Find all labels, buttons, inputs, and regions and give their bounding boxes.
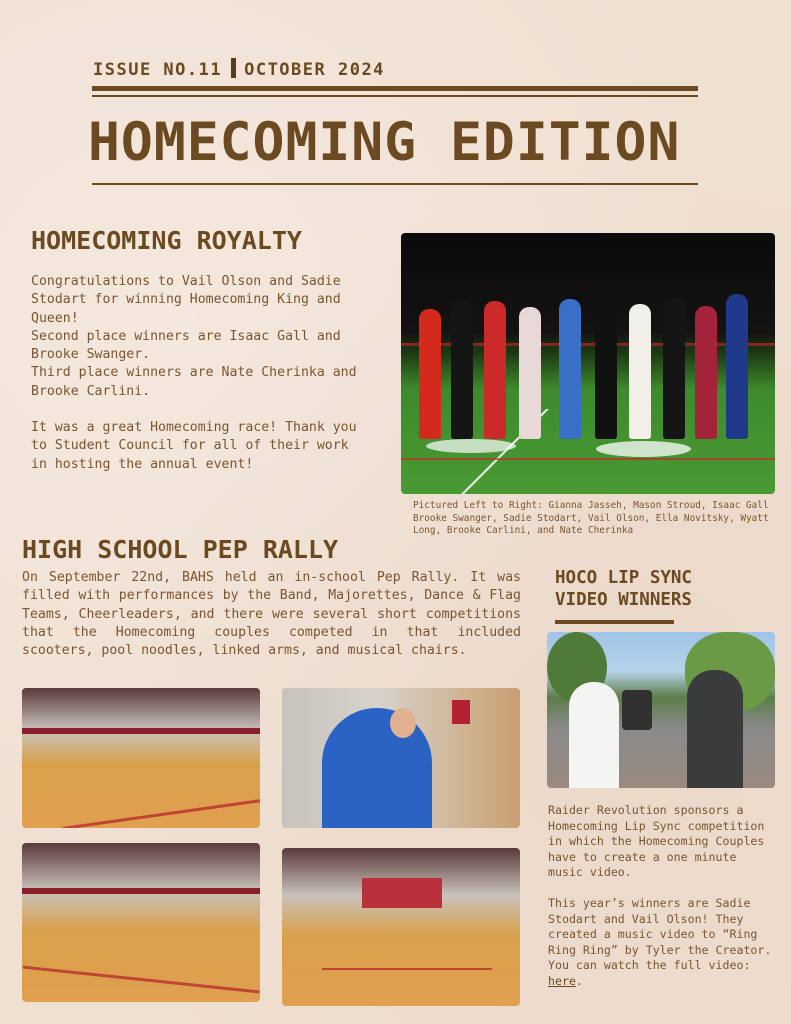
lip-sync-paragraph-2 <box>548 896 774 989</box>
court-member <box>519 307 541 439</box>
lip-sync-paragraph-2-end: . <box>575 973 583 988</box>
court-member <box>419 309 441 439</box>
royalty-paragraph-2: It was a great Homecoming race! Thank you to Student Council for all of their work in hosting the annual event! <box>31 420 357 472</box>
issue-line <box>93 58 385 80</box>
court-member <box>559 299 581 439</box>
court-member <box>726 294 748 439</box>
court-member <box>695 306 717 439</box>
student-face <box>390 708 416 738</box>
royalty-court-photo <box>401 233 775 494</box>
american-flag <box>452 700 470 724</box>
student-girl <box>569 682 619 788</box>
field-number-5 <box>426 439 516 453</box>
lip-sync-heading <box>555 567 692 611</box>
pep-rally-photo-2 <box>282 688 520 828</box>
title-underline <box>92 183 698 185</box>
pep-rally-photo-4 <box>282 848 520 1006</box>
fountain <box>622 690 652 730</box>
gym-floor-line <box>63 799 260 828</box>
pep-rally-photo-1 <box>22 688 260 828</box>
lip-sync-text <box>548 803 774 989</box>
lip-sync-heading-rule <box>555 620 674 624</box>
royalty-paragraph-1: Congratulations to Vail Olson and Sadie Stodart for winning Homecoming King and Queen! Second place winners are Isaac Gall and Brooke Swanger. Third place winners are Nate Cherinka and Brooke Carlini. <box>31 274 357 399</box>
pep-rally-photo-3 <box>22 843 260 1002</box>
gym-floor-line <box>322 968 492 970</box>
gym-banner-stripe <box>22 728 260 734</box>
student-boy <box>687 670 743 788</box>
royalty-heading: HOMECOMING ROYALTY <box>31 226 302 255</box>
issue-separator <box>231 58 236 78</box>
gym-banners <box>362 878 442 908</box>
lip-sync-heading-line-2: VIDEO WINNERS <box>555 590 692 610</box>
masthead-rule-thick <box>92 86 698 91</box>
issue-number: ISSUE NO.11 <box>93 60 223 80</box>
pep-rally-body: On September 22nd, BAHS held an in-school Pep Rally. It was filled with performances by the Band, Majorettes, Dance & Flag Teams, Cheerleaders, and there were several short competitions that the Homecoming couples competed in that included scooters, pool noodles, linked arms, and musical chairs. <box>22 570 521 659</box>
lip-sync-paragraph-2-text: This year’s winners are Sadie Stodart and Vail Olson! They created a music video to “Ring Ring Ring” by Tyler the Creator. You can watch the full video: <box>548 896 772 972</box>
royalty-text <box>31 273 361 474</box>
gym-floor-line <box>22 966 259 994</box>
gym-banner-stripe <box>22 888 260 894</box>
royalty-photo-caption: Pictured Left to Right: Gianna Jasseh, Mason Stroud, Isaac Gall Brooke Swanger, Sadie Stodart, Vail Olson, Ella Novitsky, Wyatt Long, Brooke Carlini, and Nate Cherinka <box>413 500 769 536</box>
issue-date: OCTOBER 2024 <box>244 60 385 80</box>
court-member <box>629 304 651 439</box>
lip-sync-photo <box>547 632 775 788</box>
court-member <box>451 299 473 439</box>
court-member <box>484 301 506 439</box>
court-member <box>595 294 617 439</box>
lip-sync-heading-line-1: HOCO LIP SYNC <box>555 568 692 588</box>
field-number-0 <box>596 441 691 457</box>
pep-rally-heading: HIGH SCHOOL PEP RALLY <box>22 535 339 564</box>
masthead-rule-thin <box>92 95 698 97</box>
court-member <box>663 297 685 439</box>
video-link[interactable]: here <box>548 973 576 988</box>
field-redline <box>401 458 775 460</box>
lip-sync-paragraph-1: Raider Revolution sponsors a Homecoming Lip Sync competition in which the Homecoming Couples have to create a one minute music video. <box>548 803 765 879</box>
newsletter-title: HOMECOMING EDITION <box>88 112 681 173</box>
